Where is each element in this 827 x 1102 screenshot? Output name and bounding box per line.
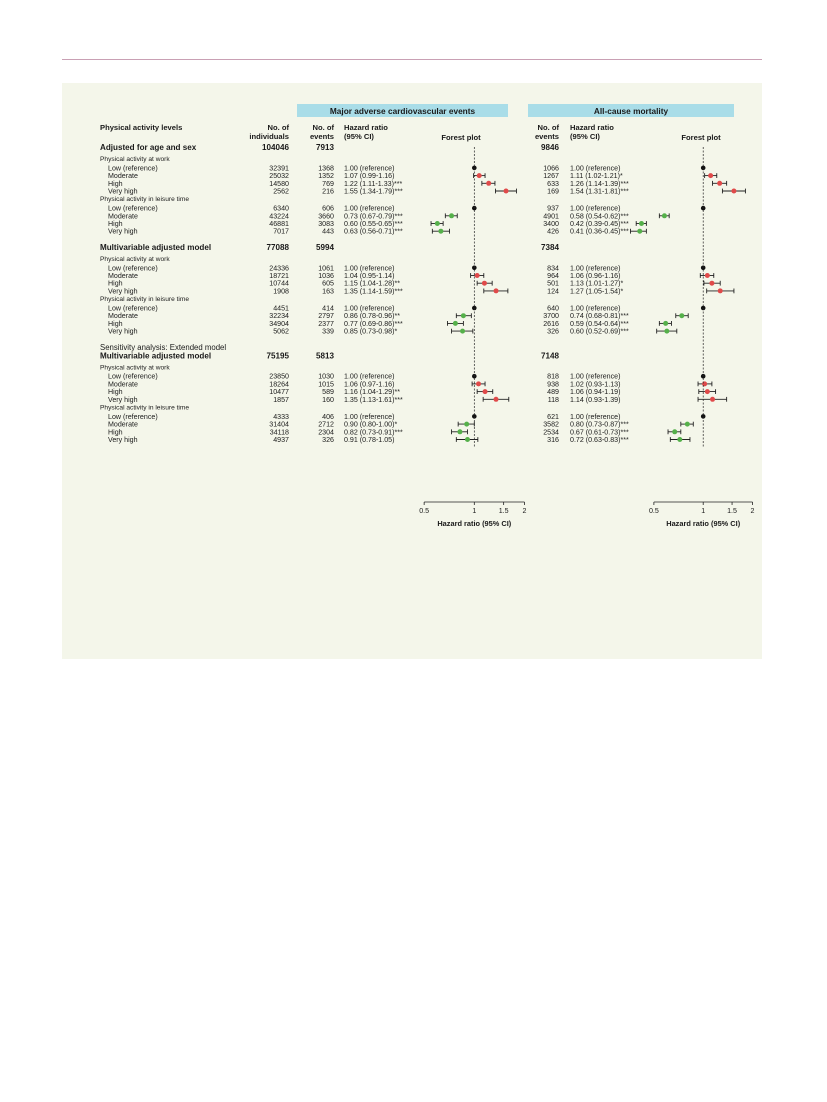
row-individuals: 46881 bbox=[269, 220, 289, 228]
row-individuals: 31404 bbox=[269, 420, 289, 429]
row-mace-hr: 1.04 (0.95-1.14) bbox=[344, 272, 395, 280]
mace-point bbox=[449, 213, 454, 218]
row-mortality-hr: 1.13 (1.01-1.27)* bbox=[570, 279, 624, 288]
row-individuals: 23850 bbox=[269, 372, 289, 381]
row-mortality-events: 326 bbox=[547, 327, 559, 336]
row-mortality-events: 169 bbox=[547, 187, 559, 196]
row-mortality-events: 316 bbox=[547, 436, 559, 444]
mortality-point bbox=[663, 321, 668, 326]
row-individuals: 4451 bbox=[273, 304, 289, 313]
header-forest: Forest plot bbox=[441, 133, 481, 142]
row-level: Very high bbox=[108, 395, 138, 404]
mace-point bbox=[465, 437, 470, 442]
row-mortality-hr: 0.60 (0.52-0.69)*** bbox=[570, 327, 629, 336]
row-mortality-hr: 1.27 (1.05-1.54)* bbox=[570, 287, 624, 296]
mortality-point bbox=[672, 429, 677, 434]
row-mortality-events: 2616 bbox=[543, 319, 559, 328]
row-individuals: 10744 bbox=[269, 279, 289, 288]
row-mace-hr: 1.16 (1.04-1.29)** bbox=[344, 388, 400, 397]
row-individuals: 14580 bbox=[269, 179, 289, 188]
header-mort-events-1: No. of bbox=[537, 123, 559, 132]
row-mace-events: 326 bbox=[322, 436, 334, 444]
row-mace-events: 414 bbox=[322, 304, 334, 313]
section-mortality-events: 7384 bbox=[540, 242, 559, 252]
row-mace-hr: 0.73 (0.67-0.79)*** bbox=[344, 212, 403, 221]
row-mace-events: 160 bbox=[322, 395, 334, 404]
row-mortality-hr: 1.00 (reference) bbox=[570, 204, 621, 213]
row-mace-events: 1368 bbox=[318, 164, 334, 173]
row-mortality-hr: 1.00 (reference) bbox=[570, 264, 621, 273]
row-mortality-hr: 1.26 (1.14-1.39)*** bbox=[570, 179, 629, 188]
section-mortality-events: 9846 bbox=[540, 143, 559, 152]
row-mace-events: 406 bbox=[322, 412, 334, 421]
group-label: Physical activity at work bbox=[100, 156, 170, 163]
mortality-point bbox=[708, 173, 713, 178]
row-level: Low (reference) bbox=[108, 372, 158, 381]
row-level: Low (reference) bbox=[108, 204, 158, 213]
row-level: Very high bbox=[108, 327, 138, 336]
row-individuals: 10477 bbox=[269, 388, 289, 397]
row-mace-events: 769 bbox=[322, 179, 334, 188]
row-mace-hr: 1.00 (reference) bbox=[344, 412, 395, 421]
row-level: Low (reference) bbox=[108, 164, 158, 173]
row-mace-events: 2304 bbox=[318, 428, 334, 437]
group-label: Physical activity in leisure time bbox=[100, 296, 190, 304]
row-individuals: 2562 bbox=[273, 187, 289, 196]
row-mace-events: 589 bbox=[322, 388, 334, 397]
row-mortality-hr: 1.02 (0.93-1.13) bbox=[570, 380, 621, 389]
row-level: High bbox=[108, 319, 123, 328]
section-individuals: 104046 bbox=[261, 143, 289, 152]
mace-point bbox=[460, 329, 465, 334]
section-title: Adjusted for age and sex bbox=[100, 143, 197, 152]
row-mace-hr: 1.22 (1.11-1.33)*** bbox=[344, 179, 403, 188]
mortality-point bbox=[731, 189, 736, 194]
mortality-point bbox=[637, 229, 642, 234]
row-mace-events: 216 bbox=[322, 187, 334, 196]
row-level: High bbox=[108, 179, 123, 188]
row-level: High bbox=[108, 428, 123, 437]
row-individuals: 7017 bbox=[273, 227, 289, 236]
row-mace-hr: 1.15 (1.04-1.28)** bbox=[344, 279, 400, 288]
row-mortality-events: 3582 bbox=[543, 420, 559, 429]
row-mace-hr: 1.00 (reference) bbox=[344, 264, 395, 273]
group-label: Physical activity in leisure time bbox=[100, 196, 190, 204]
row-mortality-events: 4901 bbox=[543, 212, 559, 221]
section-mace-events: 7913 bbox=[315, 143, 334, 152]
mortality-x-tick-label: 2 bbox=[750, 507, 755, 515]
row-mortality-hr: 0.67 (0.61-0.73)*** bbox=[570, 428, 629, 437]
row-mortality-hr: 1.14 (0.93-1.39) bbox=[570, 395, 621, 404]
row-mace-events: 606 bbox=[322, 204, 334, 213]
row-mortality-events: 633 bbox=[547, 179, 559, 188]
row-mace-events: 3083 bbox=[318, 220, 334, 228]
row-mortality-events: 2534 bbox=[543, 428, 559, 437]
mace-x-tick-label: 1 bbox=[472, 507, 477, 515]
mortality-point bbox=[662, 213, 667, 218]
row-mace-events: 443 bbox=[322, 227, 334, 236]
mace-point bbox=[482, 281, 487, 286]
row-mortality-events: 937 bbox=[547, 204, 559, 213]
header-mort-hr-2: (95% CI) bbox=[570, 132, 600, 141]
row-level: Moderate bbox=[108, 172, 138, 181]
row-mortality-hr: 0.80 (0.73-0.87)*** bbox=[570, 420, 629, 429]
mace-point bbox=[477, 173, 482, 178]
row-mortality-hr: 1.00 (reference) bbox=[570, 412, 621, 421]
row-mace-hr: 1.07 (0.99-1.16) bbox=[344, 172, 395, 181]
mace-point bbox=[453, 321, 458, 326]
row-mortality-events: 621 bbox=[547, 412, 559, 421]
row-individuals: 24336 bbox=[269, 264, 289, 273]
row-individuals: 34118 bbox=[269, 428, 289, 437]
row-mace-hr: 1.00 (reference) bbox=[344, 372, 395, 381]
row-mace-hr: 0.82 (0.73-0.91)*** bbox=[344, 428, 403, 437]
mace-x-axis-label: Hazard ratio (95% CI) bbox=[437, 519, 512, 528]
mortality-point bbox=[677, 437, 682, 442]
mortality-point bbox=[710, 397, 715, 402]
mace-point bbox=[494, 288, 499, 293]
header-individuals-1: No. of bbox=[267, 123, 289, 132]
row-individuals: 32234 bbox=[269, 312, 289, 321]
row-level: Moderate bbox=[108, 312, 138, 321]
mortality-x-axis-label: Hazard ratio (95% CI) bbox=[666, 519, 741, 528]
row-mace-hr: 0.90 (0.80-1.00)* bbox=[344, 420, 398, 429]
row-mortality-events: 426 bbox=[547, 227, 559, 236]
section-individuals: 77088 bbox=[266, 242, 289, 252]
mortality-banner-label: All-cause mortality bbox=[593, 106, 669, 116]
row-mace-events: 339 bbox=[322, 327, 334, 336]
group-label: Physical activity at work bbox=[100, 255, 170, 263]
mace-point bbox=[476, 381, 481, 386]
row-mace-events: 1061 bbox=[318, 264, 334, 273]
header-mort-forest: Forest plot bbox=[681, 133, 721, 142]
row-mortality-events: 501 bbox=[547, 279, 559, 288]
row-mortality-events: 1267 bbox=[543, 172, 559, 181]
header-levels: Physical activity levels bbox=[100, 123, 183, 132]
row-mortality-hr: 0.41 (0.36-0.45)*** bbox=[570, 227, 629, 236]
header-individuals-2: individuals bbox=[249, 132, 289, 141]
row-individuals: 1857 bbox=[273, 395, 289, 404]
row-mortality-hr: 1.06 (0.96-1.16) bbox=[570, 272, 621, 280]
mace-point bbox=[438, 229, 443, 234]
row-level: Very high bbox=[108, 436, 138, 444]
row-mace-events: 605 bbox=[322, 279, 334, 288]
row-level: Moderate bbox=[108, 272, 138, 280]
mortality-point bbox=[718, 288, 723, 293]
mace-point bbox=[504, 189, 509, 194]
mace-point bbox=[483, 389, 488, 394]
row-mortality-events: 3700 bbox=[543, 312, 559, 321]
mace-point bbox=[475, 273, 480, 278]
row-mortality-hr: 1.00 (reference) bbox=[570, 164, 621, 173]
row-individuals: 18721 bbox=[269, 272, 289, 280]
mortality-point bbox=[664, 329, 669, 334]
row-level: Very high bbox=[108, 227, 138, 236]
row-mortality-events: 834 bbox=[547, 264, 559, 273]
row-individuals: 25032 bbox=[269, 172, 289, 181]
mace-point bbox=[464, 422, 469, 427]
row-mace-hr: 0.86 (0.78-0.96)** bbox=[344, 312, 400, 321]
row-mace-hr: 1.00 (reference) bbox=[344, 204, 395, 213]
header-hr-2: (95% CI) bbox=[344, 132, 374, 141]
row-mortality-hr: 0.74 (0.68-0.81)*** bbox=[570, 312, 629, 321]
section-individuals: 75195 bbox=[266, 351, 289, 361]
row-mortality-hr: 1.00 (reference) bbox=[570, 304, 621, 313]
row-level: High bbox=[108, 388, 123, 397]
mortality-point bbox=[679, 313, 684, 318]
header-mort-hr-1: Hazard ratio bbox=[570, 123, 614, 132]
mace-x-tick-label: 0.5 bbox=[419, 507, 430, 515]
row-mace-events: 2712 bbox=[318, 420, 334, 429]
row-mortality-events: 640 bbox=[547, 304, 559, 313]
section-mortality-events: 7148 bbox=[540, 351, 559, 361]
row-individuals: 5062 bbox=[273, 327, 289, 336]
mace-x-tick-label: 2 bbox=[522, 507, 527, 515]
row-level: Moderate bbox=[108, 212, 138, 221]
header-events-2: events bbox=[309, 132, 334, 141]
row-mortality-hr: 0.59 (0.54-0.64)*** bbox=[570, 319, 629, 328]
row-mace-hr: 0.63 (0.56-0.71)*** bbox=[344, 227, 403, 236]
group-label: Physical activity in leisure time bbox=[100, 404, 190, 412]
section-mace-events: 5813 bbox=[315, 351, 334, 361]
row-level: Very high bbox=[108, 187, 138, 196]
row-mortality-events: 118 bbox=[547, 395, 559, 404]
mace-point bbox=[494, 397, 499, 402]
row-mace-hr: 1.55 (1.34-1.79)*** bbox=[344, 187, 403, 196]
row-individuals: 4333 bbox=[273, 412, 289, 421]
header-mort-events-2: events bbox=[534, 132, 559, 141]
row-mace-events: 3660 bbox=[318, 212, 334, 221]
row-individuals: 18264 bbox=[269, 380, 289, 389]
row-mace-events: 163 bbox=[322, 287, 334, 296]
row-level: High bbox=[108, 220, 123, 228]
row-mace-events: 2797 bbox=[318, 312, 334, 321]
row-mace-hr: 0.60 (0.55-0.65)*** bbox=[344, 220, 403, 228]
row-level: Low (reference) bbox=[108, 264, 158, 273]
row-level: Low (reference) bbox=[108, 304, 158, 313]
section-pretitle: Sensitivity analysis: Extended model bbox=[100, 342, 227, 352]
mortality-point bbox=[685, 422, 690, 427]
row-mace-hr: 1.35 (1.13-1.61)*** bbox=[344, 395, 403, 404]
row-mortality-events: 3400 bbox=[543, 220, 559, 228]
mace-point bbox=[435, 221, 440, 226]
row-mace-hr: 0.85 (0.73-0.98)* bbox=[344, 327, 398, 336]
row-mortality-hr: 0.58 (0.54-0.62)*** bbox=[570, 212, 629, 221]
row-individuals: 34904 bbox=[269, 319, 289, 328]
row-individuals: 4937 bbox=[273, 436, 289, 444]
mortality-point bbox=[705, 389, 710, 394]
row-mace-events: 1352 bbox=[318, 172, 334, 181]
row-mortality-hr: 1.00 (reference) bbox=[570, 372, 621, 381]
row-mace-events: 1015 bbox=[318, 380, 334, 389]
row-mortality-events: 818 bbox=[547, 372, 559, 381]
row-mortality-events: 124 bbox=[547, 287, 559, 296]
row-level: Moderate bbox=[108, 420, 138, 429]
row-mace-hr: 1.35 (1.14-1.59)*** bbox=[344, 287, 403, 296]
mace-x-tick-label: 1.5 bbox=[498, 507, 509, 515]
row-mortality-hr: 0.72 (0.63-0.83)*** bbox=[570, 436, 629, 444]
row-mortality-hr: 1.11 (1.02-1.21)* bbox=[570, 172, 623, 181]
row-mortality-hr: 1.06 (0.94-1.19) bbox=[570, 388, 621, 397]
section-title: Multivariable adjusted model bbox=[100, 351, 212, 361]
mace-point bbox=[486, 181, 491, 186]
row-mortality-events: 489 bbox=[547, 388, 559, 397]
row-mace-events: 2377 bbox=[318, 319, 334, 328]
group-label: Physical activity at work bbox=[100, 364, 170, 372]
row-mace-hr: 0.77 (0.69-0.86)*** bbox=[344, 319, 403, 328]
mortality-point bbox=[717, 181, 722, 186]
row-mace-hr: 1.00 (reference) bbox=[344, 304, 395, 313]
mortality-x-tick-label: 0.5 bbox=[648, 507, 659, 515]
row-mace-hr: 1.06 (0.97-1.16) bbox=[344, 380, 395, 389]
header-hr-1: Hazard ratio bbox=[344, 123, 388, 132]
row-mace-events: 1036 bbox=[318, 272, 334, 280]
row-level: Very high bbox=[108, 287, 138, 296]
mortality-point bbox=[639, 221, 644, 226]
row-individuals: 32391 bbox=[269, 164, 289, 173]
row-level: Moderate bbox=[108, 380, 138, 389]
row-mortality-events: 964 bbox=[547, 272, 559, 280]
header-events-1: No. of bbox=[312, 123, 334, 132]
row-individuals: 43224 bbox=[269, 212, 289, 221]
row-individuals: 6340 bbox=[273, 204, 289, 213]
mortality-x-tick-label: 1.5 bbox=[727, 507, 737, 515]
row-mortality-events: 938 bbox=[547, 380, 559, 389]
mace-point bbox=[461, 313, 466, 318]
mortality-x-tick-label: 1 bbox=[701, 507, 706, 515]
mace-point bbox=[457, 429, 462, 434]
row-mortality-hr: 1.54 (1.31-1.81)*** bbox=[570, 187, 629, 196]
section-mace-events: 5994 bbox=[315, 242, 334, 252]
row-mortality-hr: 0.42 (0.39-0.45)*** bbox=[570, 220, 629, 228]
row-mace-hr: 1.00 (reference) bbox=[344, 164, 395, 173]
row-mortality-events: 1066 bbox=[543, 164, 559, 173]
row-level: Low (reference) bbox=[108, 412, 158, 421]
row-level: High bbox=[108, 279, 123, 288]
row-mace-events: 1030 bbox=[318, 372, 334, 381]
mortality-point bbox=[705, 273, 710, 278]
row-mace-hr: 0.91 (0.78-1.05) bbox=[344, 436, 395, 444]
mortality-point bbox=[709, 281, 714, 286]
mace-banner-label: Major adverse cardiovascular events bbox=[329, 106, 476, 116]
row-individuals: 1908 bbox=[273, 287, 289, 296]
section-title: Multivariable adjusted model bbox=[100, 242, 212, 252]
